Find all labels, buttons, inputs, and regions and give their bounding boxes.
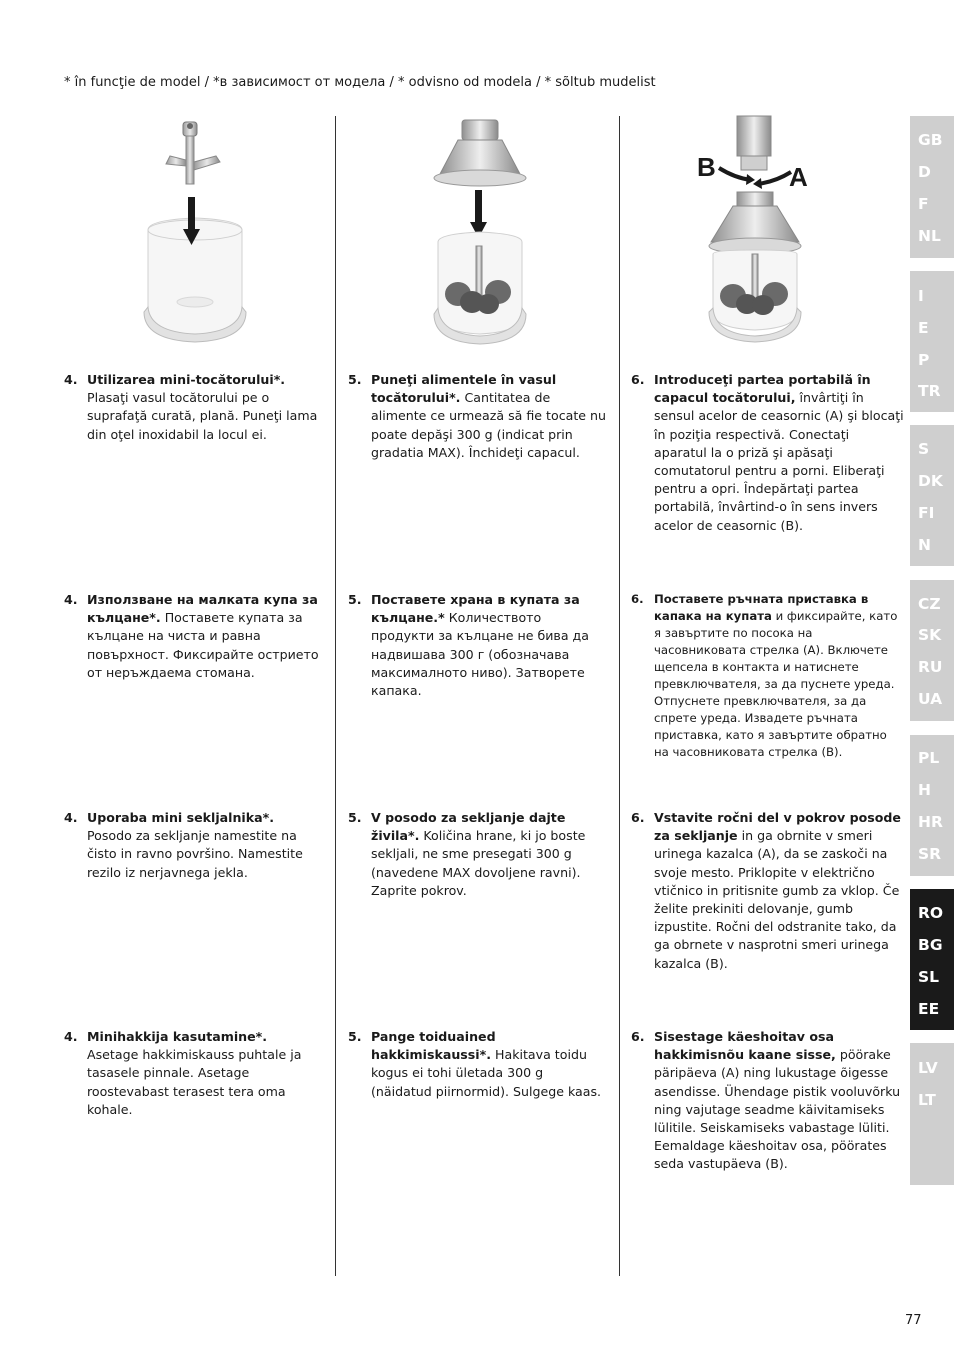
rotation-label-a: A [789,162,808,192]
step-text [371,1028,606,1101]
step-heading: Sisestage käeshoitav osa hakkimisnõu kaane sisse, [654,1029,836,1063]
language-tab-group-1 [910,116,954,258]
rotation-label-b: B [697,152,716,182]
step-number: 4. [64,810,78,825]
language-tab-pl[interactable]: PL [918,749,940,767]
step-text [371,591,606,700]
language-tab-tr[interactable]: TR [918,382,941,400]
language-tab-group-6-active [910,889,954,1030]
step-text [654,371,904,535]
language-tab-h[interactable]: H [918,781,931,799]
step-text [371,371,606,462]
language-tab-bg[interactable]: BG [918,936,943,954]
language-tab-sr[interactable]: SR [918,845,942,863]
step-body: Количеството продукти за кълцане не бива да надвишава 300 г (обозначава максималното ниво). Затворете капака. [371,610,589,699]
step-text [87,371,322,444]
step-body: Količina hrane, ki jo boste sekljali, ne sme presegati 300 g (navedene MAX dovoljene ravni). Zaprite pokrov. [371,828,586,898]
step-body: Posodo za sekljanje namestite na čisto in ravno površino. Namestite rezilo iz nerjavnega jekla. [87,828,303,880]
language-tab-e[interactable]: E [918,319,929,337]
step-number: 4. [64,372,78,387]
language-tab-cz[interactable]: CZ [918,595,941,613]
illustration-insert-blade [140,112,250,347]
step-body: и фиксирайте, като я завъртите по посока на часовниковата стрелка (A). Включете щепсела в контакта и натиснете превключвателя, за да пуснете уреда. Отпуснете превключвателя, за да спрете уреда. Извадете ръчната приставка, като я завъртите обратно на часовниковата стрелка (B). [654,609,898,759]
step-heading: Vstavite ročni del v pokrov posode za sekljanje [654,810,901,844]
step-body: Asetage hakkimiskauss puhtale ja tasasele pinnale. Asetage roostevabast terasest tera oma kohale. [87,1047,302,1117]
language-tab-group-2 [910,271,954,412]
step-body: învârtiţi în sensul acelor de ceasornic (A) şi blocaţi în poziţia respectivă. Conectaţi aparatul la o priză şi apăsaţi comutatorul pentru a porni. Eliberaţi pentru a opri. Îndepărtaţi partea portabilă, învârtind-o în sens invers acelor de ceasornic (B). [654,390,904,533]
step-text [654,1028,904,1174]
language-tab-group-5 [910,735,954,876]
step-body: Поставете купата за кълцане на чиста и равна повърхност. Фиксирайте острието от неръждаема стомана. [87,610,319,680]
language-tab-s[interactable]: S [918,440,930,458]
step-number: 6. [631,592,644,606]
language-tab-hr[interactable]: HR [918,813,943,831]
step-heading: Uporaba mini sekljalnika*. [87,810,274,825]
illustration-attach-hand-part [695,112,825,347]
language-tab-ua[interactable]: UA [918,690,943,708]
step-body: pöörake päripäeva (A) ning lukustage õigesse asendisse. Ühendage pistik vooluvõrku ning vajutage seadme käivitamiseks lülitile. Seiskamiseks vabastage lüliti. Eemaldage käeshoitav osa, pöörates seda vastupäeva (B). [654,1047,901,1172]
step-heading: Minihakkija kasutamine*. [87,1029,268,1044]
step-heading: V posodo za sekljanje dajte živila*. [371,810,566,844]
step-body: Plasaţi vasul tocătorului pe o suprafaţă curată, plană. Puneţi lama din oţel inoxidabil la locul ei. [87,390,318,442]
step-text [371,809,606,900]
language-tab-lt[interactable]: LT [918,1091,936,1109]
illustration-add-food-close-lid [428,112,533,347]
page-number: 77 [905,1313,922,1328]
language-tab-nl[interactable]: NL [918,227,941,245]
step-body: Cantitatea de alimente ce urmează să fie tocate nu poate depăşi 300 g (indicat prin gradatia MAX). Închideţi capacul. [371,390,606,460]
step-heading: Puneţi alimentele în vasul tocătorului*. [371,372,557,406]
language-tab-dk[interactable]: DK [918,472,943,490]
step-number: 5. [348,1029,362,1044]
column-divider-2 [619,116,620,1276]
step-number: 6. [631,810,645,825]
step-heading: Поставете ръчната приставка в капака на купата [654,592,869,623]
step-number: 5. [348,372,362,387]
language-tab-sl[interactable]: SL [918,968,940,986]
language-tab-ru[interactable]: RU [918,658,943,676]
step-text [87,1028,322,1119]
language-tab-i[interactable]: I [918,287,924,305]
step-heading: Utilizarea mini-tocătorului*. [87,372,286,387]
language-tab-fi[interactable]: FI [918,504,935,522]
step-number: 6. [631,1029,645,1044]
column-divider-1 [335,116,336,1276]
step-number: 4. [64,1029,78,1044]
language-tab-ro[interactable]: RO [918,904,944,922]
step-body: Hakitava toidu kogus ei tohi ületada 300 g (näidatud piirnormid). Sulgege kaas. [371,1047,602,1099]
language-tab-sk[interactable]: SK [918,626,942,644]
language-tab-lv[interactable]: LV [918,1059,938,1077]
step-number: 4. [64,592,78,607]
step-heading: Поставете храна в купата за кълцане.* [371,592,580,626]
language-tab-group-7 [910,1043,954,1185]
language-tab-ee[interactable]: EE [918,1000,940,1018]
language-tab-d[interactable]: D [918,163,931,181]
language-tab-group-4 [910,580,954,721]
language-tab-n[interactable]: N [918,536,931,554]
language-tab-p[interactable]: P [918,351,930,369]
step-heading: Introduceţi partea portabilă în capacul tocătorului, [654,372,871,406]
model-footnote: * în funcţie de model / *в зависимост от модела / * odvisno od modela / * sõltub mudelist [64,75,656,90]
language-tab-f[interactable]: F [918,195,929,213]
step-number: 6. [631,372,645,387]
step-text [654,591,904,761]
step-body: in ga obrnite v smeri urinega kazalca (A), da se zaskoči na svoje mesto. Priklopite v električno vtičnico in pritisnite gumb za vklop. Če želite prekiniti delovanje, gumb izpustite. Ročni del odstranite tako, da ga obrnete v nasprotni smeri urinega kazalca (B). [654,828,900,971]
step-number: 5. [348,592,362,607]
step-text [87,591,322,682]
step-number: 5. [348,810,362,825]
step-heading: Pange toiduained hakkimiskaussi*. [371,1029,496,1063]
step-text [87,809,322,882]
language-tab-group-3 [910,425,954,566]
step-heading: Използване на малката купа за кълцане*. [87,592,318,626]
language-tab-gb[interactable]: GB [918,131,943,149]
step-text [654,809,904,973]
